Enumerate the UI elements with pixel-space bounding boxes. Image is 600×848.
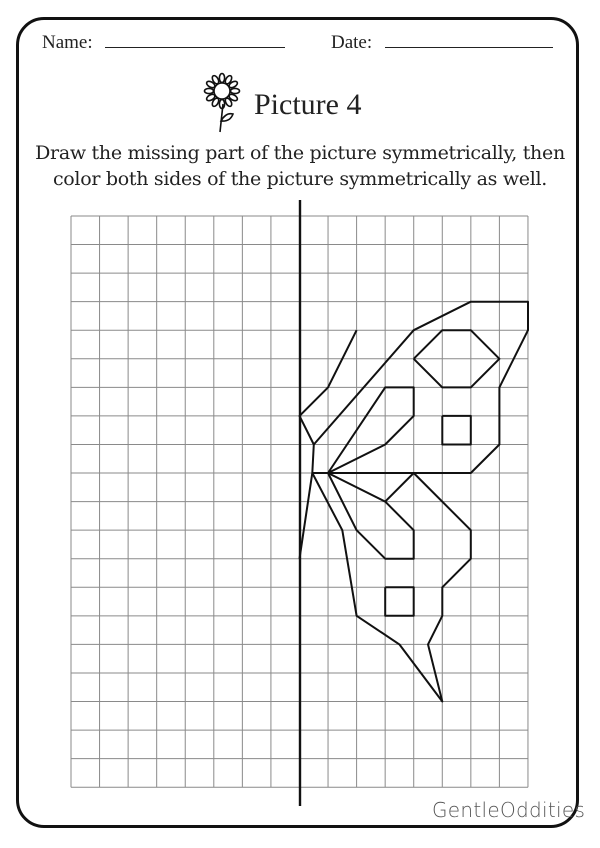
instructions-line-1: Draw the missing part of the picture symmetrically, then [35,142,565,164]
name-label: Name: [42,32,93,53]
brand-logo: GentleOddities [432,798,586,822]
page-title: Picture 4 [254,88,362,121]
date-label: Date: [331,32,373,53]
instructions-line-2: color both sides of the picture symmetrically as well. [52,168,548,190]
